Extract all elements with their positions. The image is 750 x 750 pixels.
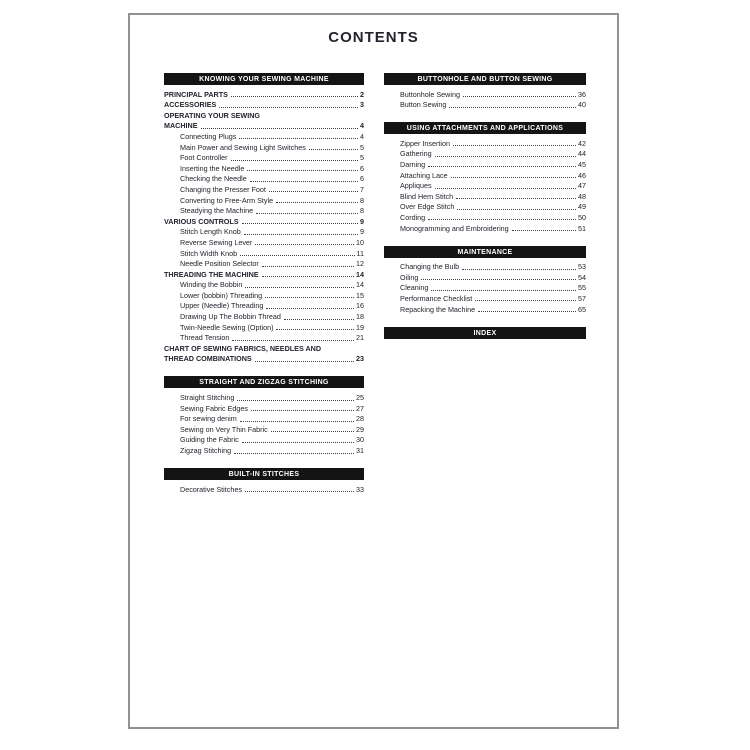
toc-entry-label: Checking the Needle (180, 174, 247, 184)
dot-leader (462, 269, 576, 270)
toc-entry-label: PRINCIPAL PARTS (164, 89, 228, 99)
toc-entry-label: Needle Position Selector (180, 259, 259, 269)
toc-entry-label: Buttonhole Sewing (400, 89, 460, 99)
dot-leader (240, 421, 354, 422)
toc-entry-label: Performance Checklist (400, 293, 473, 303)
toc-entry (384, 271, 586, 282)
toc-entry-page: 8 (360, 195, 364, 205)
toc-entry-label: Reverse Sewing Lever (180, 237, 253, 247)
toc-entry-label: Darning (400, 159, 426, 169)
toc-entry-page: 15 (356, 290, 364, 300)
toc-entry-label: Zigzag Stitching (180, 446, 232, 455)
toc-entry-page: 44 (578, 149, 586, 159)
dot-leader (512, 230, 576, 231)
dot-leader (269, 191, 358, 192)
dot-leader (242, 442, 354, 443)
section-header-bar: BUILT-IN STITCHES (164, 468, 364, 480)
dot-leader (266, 308, 354, 309)
toc-entry-label: Attaching Lace (400, 170, 448, 180)
toc-entry-page: 25 (356, 393, 364, 403)
toc-entry-label: Guiding the Fabric (180, 435, 239, 445)
toc-entry (384, 148, 586, 159)
dot-leader (435, 156, 576, 157)
toc-entry-label: Converting to Free-Arm Style (180, 195, 274, 205)
dot-leader (232, 340, 354, 341)
toc-entry-label: THREAD COMBINATIONS (164, 354, 252, 364)
toc-entry (164, 268, 364, 279)
toc-entry (384, 292, 586, 303)
dot-leader (247, 170, 358, 171)
toc-entry-page: 49 (578, 202, 586, 212)
toc-entry-label: Sewing Fabric Edges (180, 403, 248, 413)
toc-entry (164, 279, 364, 290)
toc-entry (164, 194, 364, 205)
toc-entry-page: 23 (356, 354, 364, 364)
toc-entry-label: VARIOUS CONTROLS (164, 216, 239, 226)
dot-leader (451, 177, 576, 178)
toc-entry-label: Stitch Width Knob (180, 248, 238, 258)
toc-entry-page: 4 (360, 121, 364, 131)
toc-entry-page: 19 (356, 322, 364, 332)
toc-section (164, 73, 364, 363)
dot-leader (262, 276, 354, 277)
toc-entry-page: 2 (360, 89, 364, 99)
toc-entry (164, 258, 364, 269)
toc-entry-page: 36 (578, 89, 586, 99)
dot-leader (457, 209, 576, 210)
toc-entry-label: Straight Stitching (180, 393, 235, 403)
dot-leader (245, 491, 354, 492)
section-header-bar: INDEX (384, 327, 586, 339)
toc-entry-label: Repacking the Machine (400, 304, 476, 314)
toc-entry-page: 54 (578, 272, 586, 282)
toc-entry (164, 423, 364, 434)
toc-entry (164, 332, 364, 343)
toc-entry (384, 303, 586, 314)
dot-leader (219, 107, 358, 108)
toc-section (384, 246, 586, 314)
toc-entry-label: Button Sewing (400, 100, 447, 110)
dot-leader (431, 290, 576, 291)
toc-entry-page: 14 (356, 269, 364, 279)
toc-entry-page: 10 (356, 237, 364, 247)
dot-leader (309, 149, 358, 150)
dot-leader (421, 279, 576, 280)
dot-leader (276, 202, 358, 203)
manual-page (128, 13, 619, 729)
toc-entry-label: Main Power and Sewing Light Switches (180, 142, 306, 152)
toc-entry-label: Monogramming and Embroidering (400, 223, 509, 233)
toc-entry-label: Changing the Bulb (400, 262, 460, 272)
toc-entry (164, 391, 364, 402)
toc-section (164, 468, 364, 494)
toc-section (384, 122, 586, 232)
toc-column-left (164, 73, 364, 507)
toc-entry (164, 402, 364, 413)
toc-entry-page: 51 (578, 223, 586, 233)
dot-leader (255, 361, 354, 362)
dot-leader (271, 431, 354, 432)
dot-leader (463, 96, 576, 97)
toc-entry (384, 282, 586, 293)
dot-leader (231, 96, 358, 97)
dot-leader (234, 453, 354, 454)
dot-leader (237, 400, 354, 401)
toc-entry-label: Twin-Needle Sewing (Option) (180, 322, 274, 332)
toc-entry (164, 141, 364, 152)
dot-leader (240, 255, 354, 256)
dot-leader (428, 166, 576, 167)
dot-leader (449, 107, 576, 108)
dot-leader (435, 188, 576, 189)
dot-leader (475, 300, 576, 301)
section-header-bar: MAINTENANCE (384, 246, 586, 258)
toc-entry-label: CHART OF SEWING FABRICS, NEEDLES AND (164, 343, 322, 353)
dot-leader (244, 234, 358, 235)
dot-leader (456, 198, 576, 199)
toc-entry-label: Cleaning (400, 283, 429, 293)
toc-entry-page: 29 (356, 424, 364, 434)
toc-entry-label: Blind Hem Stitch (400, 191, 454, 201)
toc-entry (384, 158, 586, 169)
toc-entry-label: Connecting Plugs (180, 131, 237, 141)
toc-section (384, 327, 586, 339)
toc-entry-page: 11 (356, 248, 364, 258)
toc-entry (164, 413, 364, 424)
toc-section (384, 73, 586, 109)
toc-entry-page: 6 (360, 163, 364, 173)
toc-entry (164, 183, 364, 194)
toc-entry (164, 173, 364, 184)
toc-entry-page: 45 (578, 159, 586, 169)
toc-entry-label: ACCESSORIES (164, 100, 217, 110)
toc-entry-page: 65 (578, 304, 586, 314)
toc-entry (384, 201, 586, 212)
toc-entry-page: 9 (360, 227, 364, 237)
toc-entry-label: Drawing Up The Bobbin Thread (180, 312, 281, 322)
toc-entry-label: Decorative Stitches (180, 484, 242, 494)
toc-entry-label: Inserting the Needle (180, 163, 245, 173)
toc-entry (164, 434, 364, 445)
toc-entry (164, 152, 364, 163)
toc-entry-label: For sewing denim (180, 414, 237, 424)
toc-entry-label: MACHINE (164, 121, 198, 131)
toc-entry-page: 7 (360, 184, 364, 194)
toc-entry-label: Lower (bobbin) Threading (180, 290, 263, 300)
toc-entry-label: Stitch Length Knob (180, 227, 241, 237)
toc-entry (384, 180, 586, 191)
dot-leader (276, 329, 354, 330)
toc-entry-page: 47 (578, 181, 586, 191)
toc-entry (384, 211, 586, 222)
dot-leader (478, 311, 576, 312)
dot-leader (453, 145, 576, 146)
toc-entry-page: 57 (578, 293, 586, 303)
toc-entry-page: 3 (360, 100, 364, 110)
toc-entry (164, 342, 364, 353)
toc-entry (164, 88, 364, 99)
toc-entry-label: Gathering (400, 149, 432, 159)
toc-entry-label: Over Edge Stitch (400, 202, 455, 212)
dot-leader (265, 297, 354, 298)
toc-entry-page: 30 (356, 435, 364, 445)
toc-entry-page: 40 (578, 100, 586, 110)
toc-entry-label: Thread Tension (180, 333, 230, 343)
toc-entry-page: 48 (578, 191, 586, 201)
toc-entry-label: Upper (Needle) Threading (180, 301, 264, 311)
toc-entry (164, 215, 364, 226)
dot-leader (428, 219, 576, 220)
toc-entry-page: 9 (360, 216, 364, 226)
dot-leader (242, 223, 358, 224)
toc-entry-label: OPERATING YOUR SEWING (164, 110, 260, 120)
toc-entry (164, 109, 364, 120)
section-header-bar: KNOWING YOUR SEWING MACHINE (164, 73, 364, 85)
dot-leader (251, 410, 354, 411)
toc-entry (164, 300, 364, 311)
page-title: CONTENTS (328, 29, 419, 46)
toc-entry-page: 21 (356, 333, 364, 343)
toc-entry (384, 190, 586, 201)
dot-leader (245, 287, 354, 288)
toc-entry-label: Zipper Insertion (400, 138, 450, 148)
toc-entry-page: 33 (356, 484, 364, 494)
dot-leader (250, 181, 358, 182)
toc-entry-page: 14 (356, 280, 364, 290)
toc-entry-page: 12 (356, 259, 364, 269)
toc-entry-page: 5 (360, 153, 364, 163)
toc-section (164, 376, 364, 455)
toc-entry-label: Changing the Presser Foot (180, 184, 266, 194)
toc-entry (164, 99, 364, 110)
toc-entry (384, 137, 586, 148)
toc-entry (164, 226, 364, 237)
toc-entry (164, 353, 364, 364)
toc-entry-page: 27 (356, 403, 364, 413)
toc-entry-page: 46 (578, 170, 586, 180)
toc-entry (384, 169, 586, 180)
toc-entry-page: 6 (360, 174, 364, 184)
toc-entry-page: 18 (356, 312, 364, 322)
dot-leader (239, 138, 358, 139)
toc-entry-page: 5 (360, 142, 364, 152)
toc-entry-page: 50 (578, 212, 586, 222)
toc-entry (384, 222, 586, 233)
toc-entry (164, 289, 364, 300)
dot-leader (231, 160, 358, 161)
toc-entry (164, 247, 364, 258)
toc-entry (164, 205, 364, 216)
toc-entry-label: Sewing on Very Thin Fabric (180, 424, 268, 434)
toc-entry-label: THREADING THE MACHINE (164, 269, 259, 279)
toc-entry (164, 120, 364, 131)
toc-entry-page: 28 (356, 414, 364, 424)
toc-entry (384, 261, 586, 272)
toc-entry-label: Steadying the Machine (180, 206, 254, 216)
dot-leader (201, 128, 358, 129)
toc-entry-page: 16 (356, 301, 364, 311)
dot-leader (262, 266, 354, 267)
toc-entry-page: 55 (578, 283, 586, 293)
toc-entry-page: 42 (578, 138, 586, 148)
toc-entry (384, 88, 586, 99)
section-header-bar: USING ATTACHMENTS AND APPLICATIONS (384, 122, 586, 134)
toc-entry (164, 310, 364, 321)
dot-leader (255, 244, 354, 245)
toc-entry (164, 444, 364, 455)
toc-entry-label: Cording (400, 212, 426, 222)
toc-column-right (384, 73, 586, 352)
toc-entry (164, 236, 364, 247)
dot-leader (256, 213, 358, 214)
toc-entry-page: 8 (360, 206, 364, 216)
section-header-bar: STRAIGHT AND ZIGZAG STITCHING (164, 376, 364, 388)
toc-entry (384, 99, 586, 110)
toc-entry (164, 162, 364, 173)
toc-entry-page: 4 (360, 131, 364, 141)
toc-entry (164, 483, 364, 494)
toc-entry-page: 31 (356, 446, 364, 455)
section-header-bar: BUTTONHOLE AND BUTTON SEWING (384, 73, 586, 85)
toc-entry-label: Winding the Bobbin (180, 280, 243, 290)
toc-entry (164, 130, 364, 141)
toc-entry-label: Appliques (400, 181, 432, 191)
dot-leader (284, 319, 354, 320)
toc-entry-label: Oiling (400, 272, 419, 282)
toc-entry (164, 321, 364, 332)
toc-entry-label: Foot Controller (180, 153, 228, 163)
toc-entry-page: 53 (578, 262, 586, 272)
